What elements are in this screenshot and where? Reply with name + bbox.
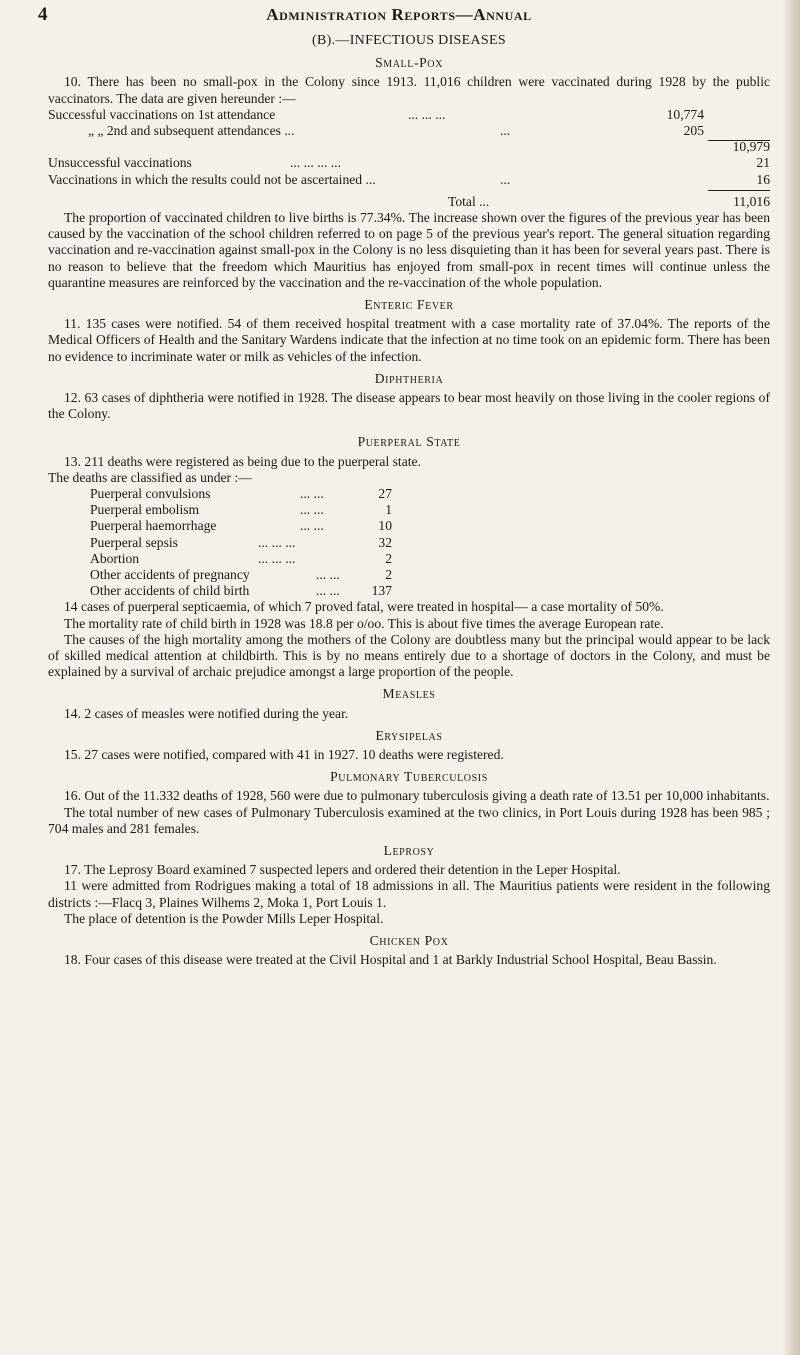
row-value: 2 [385,550,392,566]
diphtheria-heading: Diphtheria [374,370,444,386]
tuberculosis-heading: Pulmonary Tuberculosis [330,769,488,785]
row-value: 32 [378,534,392,550]
leprosy-paragraph-17: 17. The Leprosy Board examined 7 suspected lepers and ordered their detention in the Leper Hospital. [64,862,621,878]
page-body [48,33,770,968]
puerperal-row [90,518,392,534]
vaccination-row [48,107,770,123]
row-value: 205 [683,123,704,138]
puerperal-row [90,551,392,567]
puerperal-paragraph-causes: The causes of the high mortality among the mothers of the Colony are doubtless many but the principal would appear to be lack of skilled medical attention at childbirth. This is by no means entirely due to a shortage of doctors in the Colony, and must be explained by a survival of archaic prejudice amongst a large proportion of the people. [48,631,770,680]
row-dots: ... ... [300,518,324,534]
vaccination-subtotal-row [48,139,770,155]
row-dots: ... ... [316,583,340,599]
puerperal-paragraph-rate: The mortality rate of child birth in 1928 was 18.8 per o/oo. This is about five times the average European rate. [64,615,664,631]
row-label: Puerperal haemorrhage [90,518,217,534]
row-value: 2 [385,566,392,582]
total-value: 11,016 [733,193,770,209]
row-dots: ... [500,123,511,138]
row-label: Puerperal embolism [90,502,200,518]
row-label: Other accidents of child birth [90,583,250,599]
tuberculosis-paragraph-total: The total number of new cases of Pulmonary Tuberculosis examined at the two clinics, in Port Louis during 1928 has been 985 ; 704 males and 281 females. [48,804,770,836]
row-label: Unsuccessful vaccinations [48,155,192,171]
vaccination-row [48,123,770,139]
puerperal-intro: 13. 211 deaths were registered as being due to the puerperal state. [64,453,421,469]
row-value: 10,774 [666,106,704,122]
row-label: Puerperal sepsis [90,534,178,550]
measles-heading: Measles [382,686,436,702]
erysipelas-heading: Erysipelas [375,727,443,743]
row-value: 16 [756,171,770,187]
enteric-heading: Enteric Fever [364,296,454,312]
leprosy-paragraph-place: The place of detention is the Powder Mills Leper Hospital. [64,910,384,926]
puerperal-row [90,583,392,599]
row-label: Vaccinations in which the results could not be ascertained ... [48,171,376,187]
running-title: Administration Reports—Annual [266,5,532,24]
row-dots: ... ... ... [258,550,296,566]
puerperal-classified: The deaths are classified as under :— [48,469,252,485]
row-value: 27 [378,485,392,501]
row-dots: ... ... [300,502,324,518]
row-label: Abortion [90,550,140,566]
vaccination-total-row [48,194,770,210]
smallpox-paragraph-proportion: The proportion of vaccinated children to live births is 77.34%. The increase shown over the figures of the previous year has been caused by the vaccination of the school children referred to on page 5 of the previous year's report. The general situation regarding vaccination and re-vaccination against small-pox in the Colony is no less disquieting than it has been for several years past. There is no reason to believe that the freedom which Mauritius has enjoyed from small-pox in recent times will continue unless the quarantine measures are reinforced by the vaccination and the re-vaccination of the whole population. [48,209,770,290]
page-number: 4 [38,4,48,25]
puerperal-row [90,567,392,583]
smallpox-paragraph-10: 10. There has been no small-pox in the Colony since 1913. 11,016 children were vaccinated during 1928 by the public vaccinators. The data are given hereunder :— [48,74,770,106]
row-label: Successful vaccinations on 1st attendance [48,106,276,122]
vaccination-row [48,172,770,188]
section-title: (B).—INFECTIOUS DISEASES [312,33,506,48]
erysipelas-paragraph: 15. 27 cases were notified, compared with 41 in 1927. 10 deaths were registered. [64,746,504,762]
chickenpox-heading: Chicken Pox [369,932,449,948]
puerperal-row [90,535,392,551]
row-dots: ... ... ... [408,106,446,122]
row-dots: ... ... ... ... [290,155,341,171]
puerperal-row [90,486,392,502]
row-value: 1 [385,502,392,518]
puerperal-table [90,486,392,599]
row-dots: ... ... ... [258,534,296,550]
tuberculosis-paragraph-16: 16. Out of the 11.332 deaths of 1928, 560 were due to pulmonary tuberculosis giving a death rate of 13.51 per 10,000 inhabitants. [64,788,770,804]
vaccination-table [48,107,770,210]
row-dots: ... ... [316,566,340,582]
row-value: 21 [756,155,770,171]
chickenpox-paragraph: 18. Four cases of this disease were treated at the Civil Hospital and 1 at Barkly Industrial School Hospital, Beau Bassin. [64,952,717,968]
leprosy-paragraph-admitted: 11 were admitted from Rodrigues making a total of 18 admissions in all. The Mauritius patients were resident in the following districts :—Flacq 3, Plaines Wilhems 2, Moka 1, Port Louis 1. [48,878,770,910]
vaccination-row [48,155,770,171]
subtotal-value: 10,979 [732,139,770,155]
total-rule [708,190,770,191]
row-label: Puerperal convulsions [90,485,211,501]
row-dots: ... [500,171,511,187]
smallpox-heading: Small-Pox [375,55,443,71]
row-value: 10 [378,518,392,534]
total-label: Total ... [448,193,490,209]
row-label: Other accidents of pregnancy [90,566,250,582]
row-value: 137 [371,583,392,599]
running-header [38,4,760,26]
puerperal-row [90,502,392,518]
row-label: „ „ 2nd and subsequent attendances ... [88,123,295,138]
diphtheria-paragraph: 12. 63 cases of diphtheria were notified in 1928. The disease appears to bear most heavily on those living in the cooler regions of the Colony. [48,389,770,422]
puerperal-paragraph-14: 14 cases of puerperal septicaemia, of which 7 proved fatal, were treated in hospital— a case mortality of 50%. [64,599,664,615]
row-dots: ... ... [300,485,324,501]
measles-paragraph: 14. 2 cases of measles were notified during the year. [64,705,349,721]
enteric-paragraph: 11. 135 cases were notified. 54 of them received hospital treatment with a case mortality rate of 37.04%. The reports of the Medical Officers of Health and the Sanitary Wardens indicate that the infection at no time took on an epidemic form. There has been no evidence to incriminate water or milk as vehicles of the infection. [48,316,770,364]
puerperal-heading: Puerperal State [357,434,461,450]
leprosy-heading: Leprosy [383,842,435,858]
page-edge-shadow [782,0,800,1355]
